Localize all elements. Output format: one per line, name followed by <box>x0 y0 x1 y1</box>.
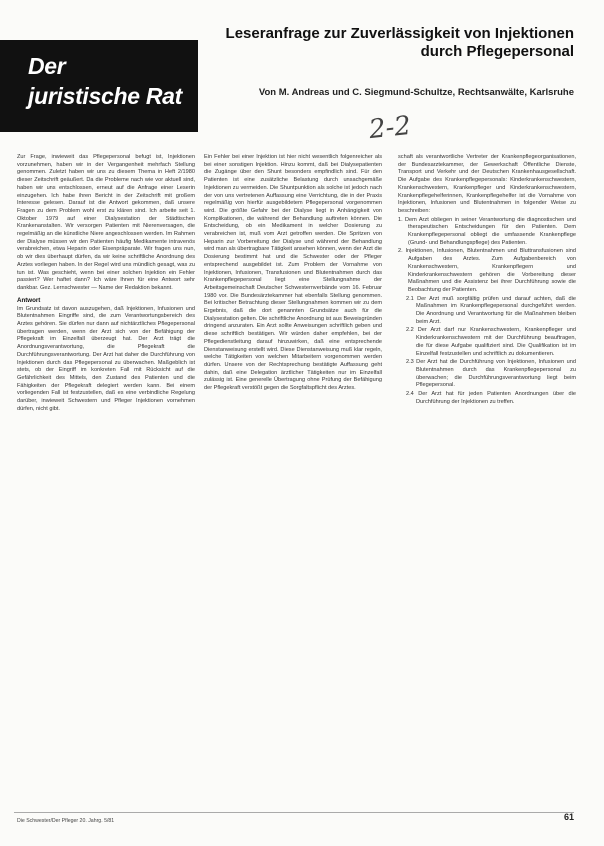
list-item: 2.4 Der Arzt hat für jeden Patienten Anordnungen über die Durchführung der Injektionen zu treffen. <box>406 391 576 405</box>
handwritten-note: 2-2 <box>367 110 413 146</box>
answer-text: Im Grundsatz ist davon auszugehen, daß Injektionen, Infusionen und Blutentnahmen Eingriffe sind, die zum Verantwortungsbereich des Arztes gehören. Sie dürfen nur dann auf nichtärztliches Pflegepersonal übertragen werden, wenn der Arzt sich von der Befähigung der Pflegekraft im Einzelfall überzeugt hat. Der Arzt trägt die Anordnungsverantwortung, die Pflegekraft die Durchführungsverantwortung. Der Arzt hat daher die Durchführung von Injektionen durch das Pflegepersonal zu überwachen. Maßgeblich ist stets, ob der Eingriff im konkreten Fall mit Rücksicht auf die Gefährlichkeit des Mittels, den Zustand des Patienten und die Fähigkeiten der Pflegekraft delegiert werden kann. Bei einem vorliegenden Fall ist festzustellen, daß es eine verbindliche Regelung darüber, inwieweit Schwestern und Pfleger Injektionen vornehmen dürfen, nicht gibt. <box>17 305 195 412</box>
question-text: Zur Frage, inwieweit das Pflegepersonal befugt ist, Injektionen vorzunehmen, haben wir in der Vergangenheit mehrfach Stellung genommen. Zuletzt haben wir uns zu diesem Thema in Heft 2/1980 dieser Zeitschrift geäußert. Da die Probleme nach wie vor aktuell sind, haben wir uns entschlossen, erneut auf die Anfrage einer Leserin einzugehen. Ich habe ihren Bericht in der Zeitschrift mit großem Interesse gelesen. Darauf ist die Antwort gekommen, daß unsere Fragen zu dem Problem wohl erst zu klären sind. Ich arbeite seit 1. Oktober 1979 auf einer Dialysestation der Städtischen Krankenanstalten. Wir versorgen Patienten mit Nierenversagen, die regelmäßig an die künstliche Niere angeschlossen werden. Im Rahmen der Dialyse müssen wir den Patienten häufig Medikamente intravenös verabreichen, etwa Heparin oder Eisenpräparate. Wir fragen uns nun, ob wir dies überhaupt dürfen, da wir keine schriftliche Anordnung des Arztes vorliegen haben. In der Regel wird uns mündlich gesagt, was zu tun ist. Was geschieht, wenn bei einer solchen Injektion ein Fehler passiert? Wer haftet dann? Ich wäre Ihnen für eine Antwort sehr dankbar. Gez. Lernschwester — Name der Redaktion bekannt. <box>17 154 195 291</box>
text-column-1 <box>17 154 195 814</box>
list-item: 1. Dem Arzt obliegen in seiner Verantwortung die diagnostischen und therapeutischen Entscheidungen für den Patienten. Dem Krankenpflegepersonal obliegt die umfassende Krankenpflege (Grund- und Behandlungspflege) des Patienten. <box>398 216 576 246</box>
column-label-box <box>0 40 198 132</box>
list-item: 2.2 Der Arzt darf nur Krankenschwestern, Krankenpfleger und Kinderkrankenschwestern mit der Durchführung beauftragen, die für diese Aufgabe qualifiziert sind. Die Qualifikation ist im Einzelfall festzustellen und schriftlich zu dokumentieren. <box>406 327 576 357</box>
column-2-text: Ein Fehler bei einer Injektion ist hier nicht wesentlich folgenreicher als bei einer sonstigen Injektion. Hinzu kommt, daß bei Dialysepatienten die Zugänge über den Shunt besonders empfindlich sind. Für den Patienten ist eine zusätzliche Belastung durch unsachgemäße Injektionen zu vermeiden. Die Shuntpunktion als solche ist jedoch nach der von uns vertretenen Auffassung eine Verrichtung, die in der Praxis regelmäßig von hierfür ausgebildetem Pflegepersonal vorgenommen wird. Die größte Gefahr bei der Dialyse liegt in Anhängigkeit von Komplikationen, die während der Behandlung auftreten können. Die Entscheidung, ob ein Medikament in welcher Dosierung zu verabreichen ist, muß vom Arzt getroffen werden. Die Spritzen von Heparin zur Vorbereitung der Dialyse und während der Behandlung wird man als übertragbare Tätigkeit ansehen können, wenn der Arzt die Dosierung bestimmt hat und die Schwester oder der Pfleger entsprechend ausgebildet ist. Zum Problem der Vornahme von Injektionen, Infusionen, Transfusionen und Blutentnahmen durch das Krankenpflegepersonal liegt eine Stellungnahme der Arbeitsgemeinschaft Deutscher Schwesternverbände vom 16. Februar 1980 vor. Die Bundesärztekammer hat ebenfalls Stellung genommen. Bei kritischer Betrachtung dieser Stellungnahmen kommen wir zu dem Ergebnis, daß die dort genannten Grundsätze auch für die Dialysestation gelten. Die schriftliche Anordnung ist aus Beweisgründen dringend anzuraten. Ein Arzt sollte Anweisungen schriftlich geben und diese schriftlich bestätigen. Wir würden daher empfehlen, bei der Pflegedienstleitung darauf hinzuwirken, daß eine entsprechende Dienstanweisung erstellt wird. Diese Dienstanweisung muß klar regeln, welche Tätigkeiten von welchen Mitarbeitern vorgenommen werden dürfen. Unsere von der Rechtsprechung bestätigte Auffassung geht dahin, daß eine Delegation ärztlicher Tätigkeiten nur im Einzelfall zulässig ist. Eine generelle Übertragung ohne Prüfung der Befähigung der Pflegekraft verstößt gegen die Sorgfaltspflicht des Arztes. <box>204 154 382 392</box>
column-label-line2: juristische Rat <box>28 83 182 109</box>
footer-rule <box>14 812 574 813</box>
article-title: Leseranfrage zur Zuverlässigkeit von Injektionen durch Pflegepersonal <box>225 25 574 60</box>
list-item: 2.1 Der Arzt muß sorgfältig prüfen und darauf achten, daß die Maßnahmen im Krankenpflegepersonal durchgeführt werden. Die Anordnung und Verantwortung für die Maßnahmen bleiben beim Arzt. <box>406 295 576 325</box>
column-3-text: schaft als verantwortliche Vertreter der Krankenpflegeorganisationen, der Bundesarztekammer, der Gewerkschaft Öffentliche Dienste, Transport und Verkehr und der Deutschen Krankenhausgesellschaft. Die Aufgabe des Krankenpflegepersonals: Kinderkrankenschwestern, Krankenschwestern, Krankenpfleger und Kinderkrankenschwestern, Krankenpflegehelferinnen, Krankenpflegehelfer ist die Vornahme von Injektionen, Infusionen und Blutentnahmen in folgender Weise zu beschreiben: <box>398 154 576 214</box>
answer-heading: Antwort <box>17 296 41 304</box>
text-column-2 <box>204 154 382 829</box>
article-author: Von M. Andreas und C. Siegmund-Schultze, Rechtsanwälte, Karlsruhe <box>258 87 574 98</box>
column-label-line1: Der <box>28 53 66 79</box>
list-item: 2. Injektionen, Infusionen, Blutentnahmen und Bluttransfusionen sind Aufgaben des Arztes. Zum Aufgabenbereich von Krankenschwestern, Krankenpflegern und Kinderkrankenschwestern gehören die Vorbereitung dieser Maßnahmen und die Assistenz bei ihrer Durchführung sowie die Beobachtung der Patienten. <box>398 248 576 293</box>
page-number: 61 <box>563 812 574 822</box>
text-column-3 <box>398 154 576 829</box>
list-item: 2.3 Der Arzt hat die Durchführung von Injektionen, Infusionen und Blutentnahmen durch das Krankenpflegepersonal zu überwachen; die Durchführungsverantwortung liegt beim Pflegepersonal. <box>406 359 576 389</box>
footer-citation: Die Schwester/Der Pfleger 20. Jahrg. 5/81 <box>17 818 115 824</box>
